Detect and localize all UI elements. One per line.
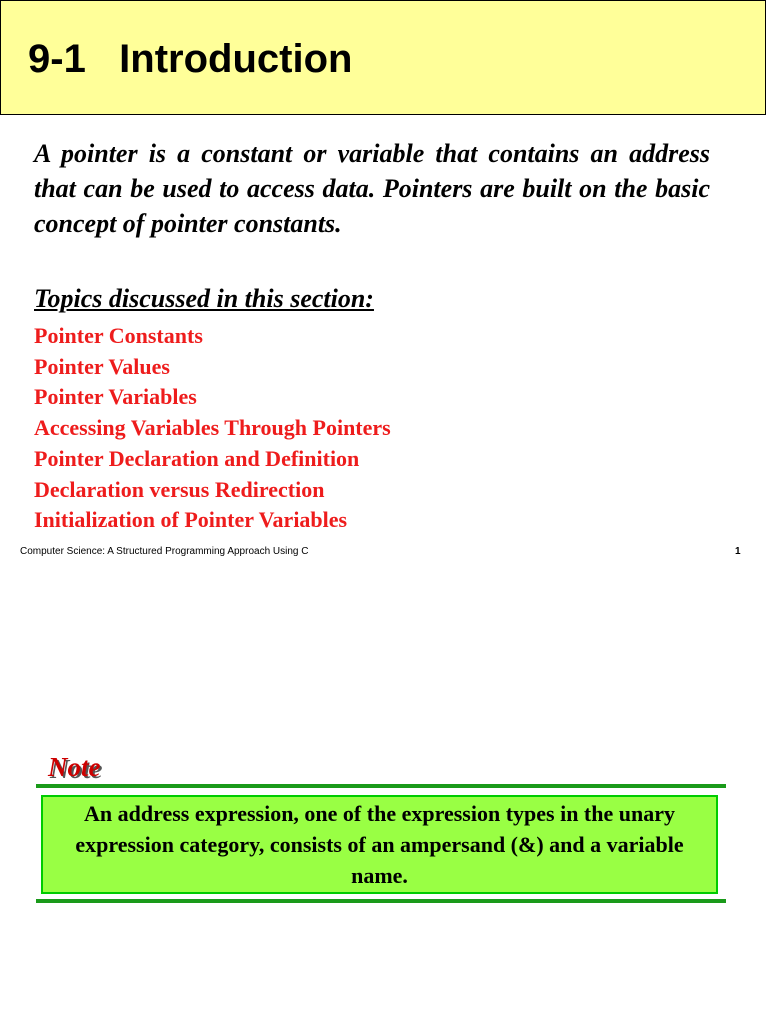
topics-list [34,321,391,536]
note-box [41,795,718,894]
topic-item-declaration-definition: Pointer Declaration and Definition [34,445,360,471]
topic-item-pointer-variables: Pointer Variables [34,384,197,410]
topics-heading: Topics discussed in this section: [34,284,374,313]
note-top-divider [36,784,726,788]
slide-footer-text: Computer Science: A Structured Programming Approach Using C [20,546,309,557]
note-text: An address expression, one of the expression types in the unary expression category, consists of an ampersand (&) and a variable name. [75,801,684,888]
note-bottom-divider [36,899,726,903]
intro-paragraph: A pointer is a constant or variable that contains an address that can be used to access data. Pointers are built on the basic concept of pointer constants. [34,139,710,238]
slide-page-number: 1 [735,546,741,557]
topic-item-accessing-variables: Accessing Variables Through Pointers [34,415,391,441]
topic-item-declaration-redirection: Declaration versus Redirection [34,476,325,502]
slide-title: 9-1 Introduction [28,37,353,81]
slide-title-bar [0,0,766,115]
topic-item-initialization: Initialization of Pointer Variables [34,507,348,533]
note-label: Note [48,752,101,782]
topic-item-pointer-constants: Pointer Constants [34,323,203,348]
topic-item-pointer-values: Pointer Values [34,353,170,379]
